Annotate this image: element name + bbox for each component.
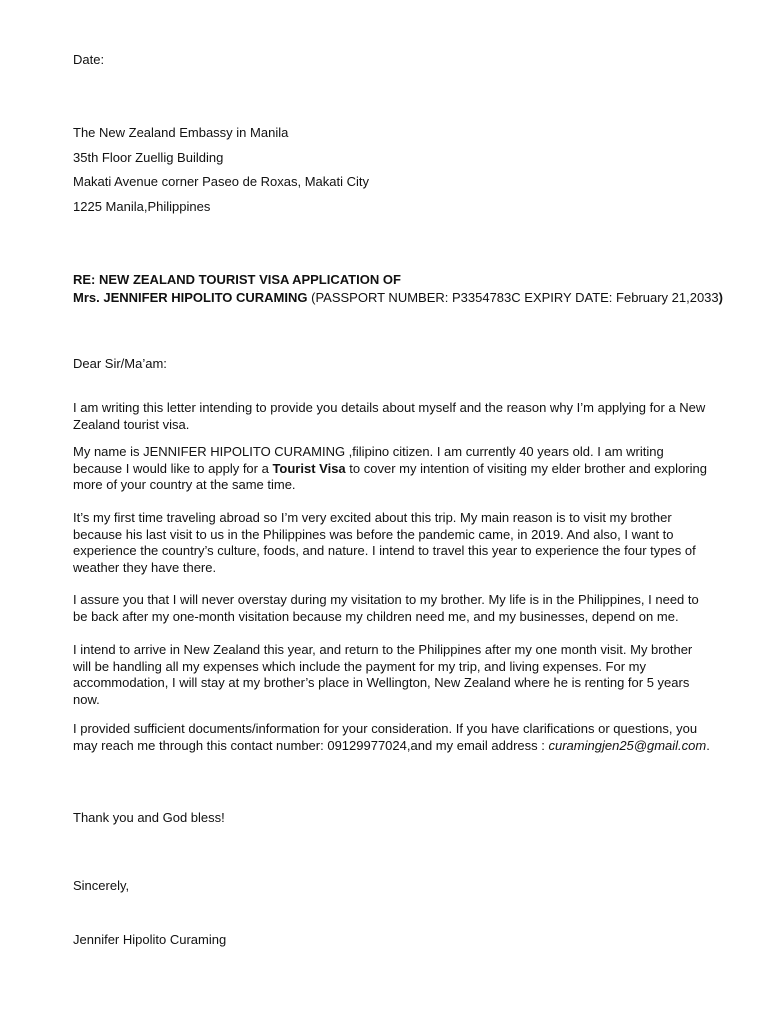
date-label: Date:	[73, 52, 105, 67]
subject-line: RE: NEW ZEALAND TOURIST VISA APPLICATION OF	[73, 272, 401, 287]
paragraph-2	[73, 444, 713, 494]
paragraph-6-text: I provided sufficient documents/information for your consideration. If you have clarifications or questions, you may reach me through this contact number: 09129977024,and my email address :	[73, 721, 698, 753]
subject-applicant	[73, 290, 723, 306]
signature-name: Jennifer Hipolito Curaming	[73, 932, 227, 947]
email-address: curamingjen25@gmail.com	[548, 737, 707, 753]
paragraph-2-text: My name is JENNIFER HIPOLITO CURAMING ,filipino citizen. I am currently 40 years old. I am writing because I would like to apply for a	[73, 444, 664, 476]
recipient-line-2: 35th Floor Zuellig Building	[73, 150, 224, 165]
salutation: Dear Sir/Ma’am:	[73, 356, 167, 371]
closing: Sincerely,	[73, 878, 130, 893]
paragraph-4: I assure you that I will never overstay during my visitation to my brother. My life is in the Philippines, I need to be back after my one-month visitation because my children need me, and my businesses, depend on me.	[73, 592, 699, 624]
thanks-line: Thank you and God bless!	[73, 810, 225, 825]
passport-info: (PASSPORT NUMBER: P3354783C EXPIRY DATE: February 21,2033	[307, 290, 719, 305]
applicant-name: Mrs. JENNIFER HIPOLITO CURAMING	[73, 290, 308, 305]
paragraph-1: I am writing this letter intending to provide you details about myself and the reason why I’m applying for a New Zealand tourist visa.	[73, 400, 706, 432]
paragraph-6-end: .	[706, 737, 710, 753]
passport-info-close: )	[718, 290, 723, 305]
paragraph-2-text-end: to cover my intention of visiting my elder brother and exploring more of your country at the same time.	[73, 460, 707, 492]
paragraph-5: I intend to arrive in New Zealand this year, and return to the Philippines after my one month visit. My brother will be handling all my expenses which include the payment for my trip, and living expenses. For my accommodation, I will stay at my brother’s place in Wellington, New Zealand where he is renting for 5 years now.	[73, 642, 693, 707]
paragraph-6	[73, 721, 713, 754]
recipient-line-4: 1225 Manila,Philippines	[73, 199, 211, 214]
recipient-line-3: Makati Avenue corner Paseo de Roxas, Makati City	[73, 174, 370, 189]
paragraph-3: It’s my first time traveling abroad so I’m very excited about this trip. My main reason is to visit my brother because his last visit to us in the Philippines was before the pandemic came, in 2019. And also, I want to experience the country’s culture, foods, and nature. I intend to travel this year to experience the four types of weather they have there.	[73, 510, 696, 575]
recipient-line-1: The New Zealand Embassy in Manila	[73, 125, 289, 140]
tourist-visa-bold: Tourist Visa	[272, 460, 346, 476]
